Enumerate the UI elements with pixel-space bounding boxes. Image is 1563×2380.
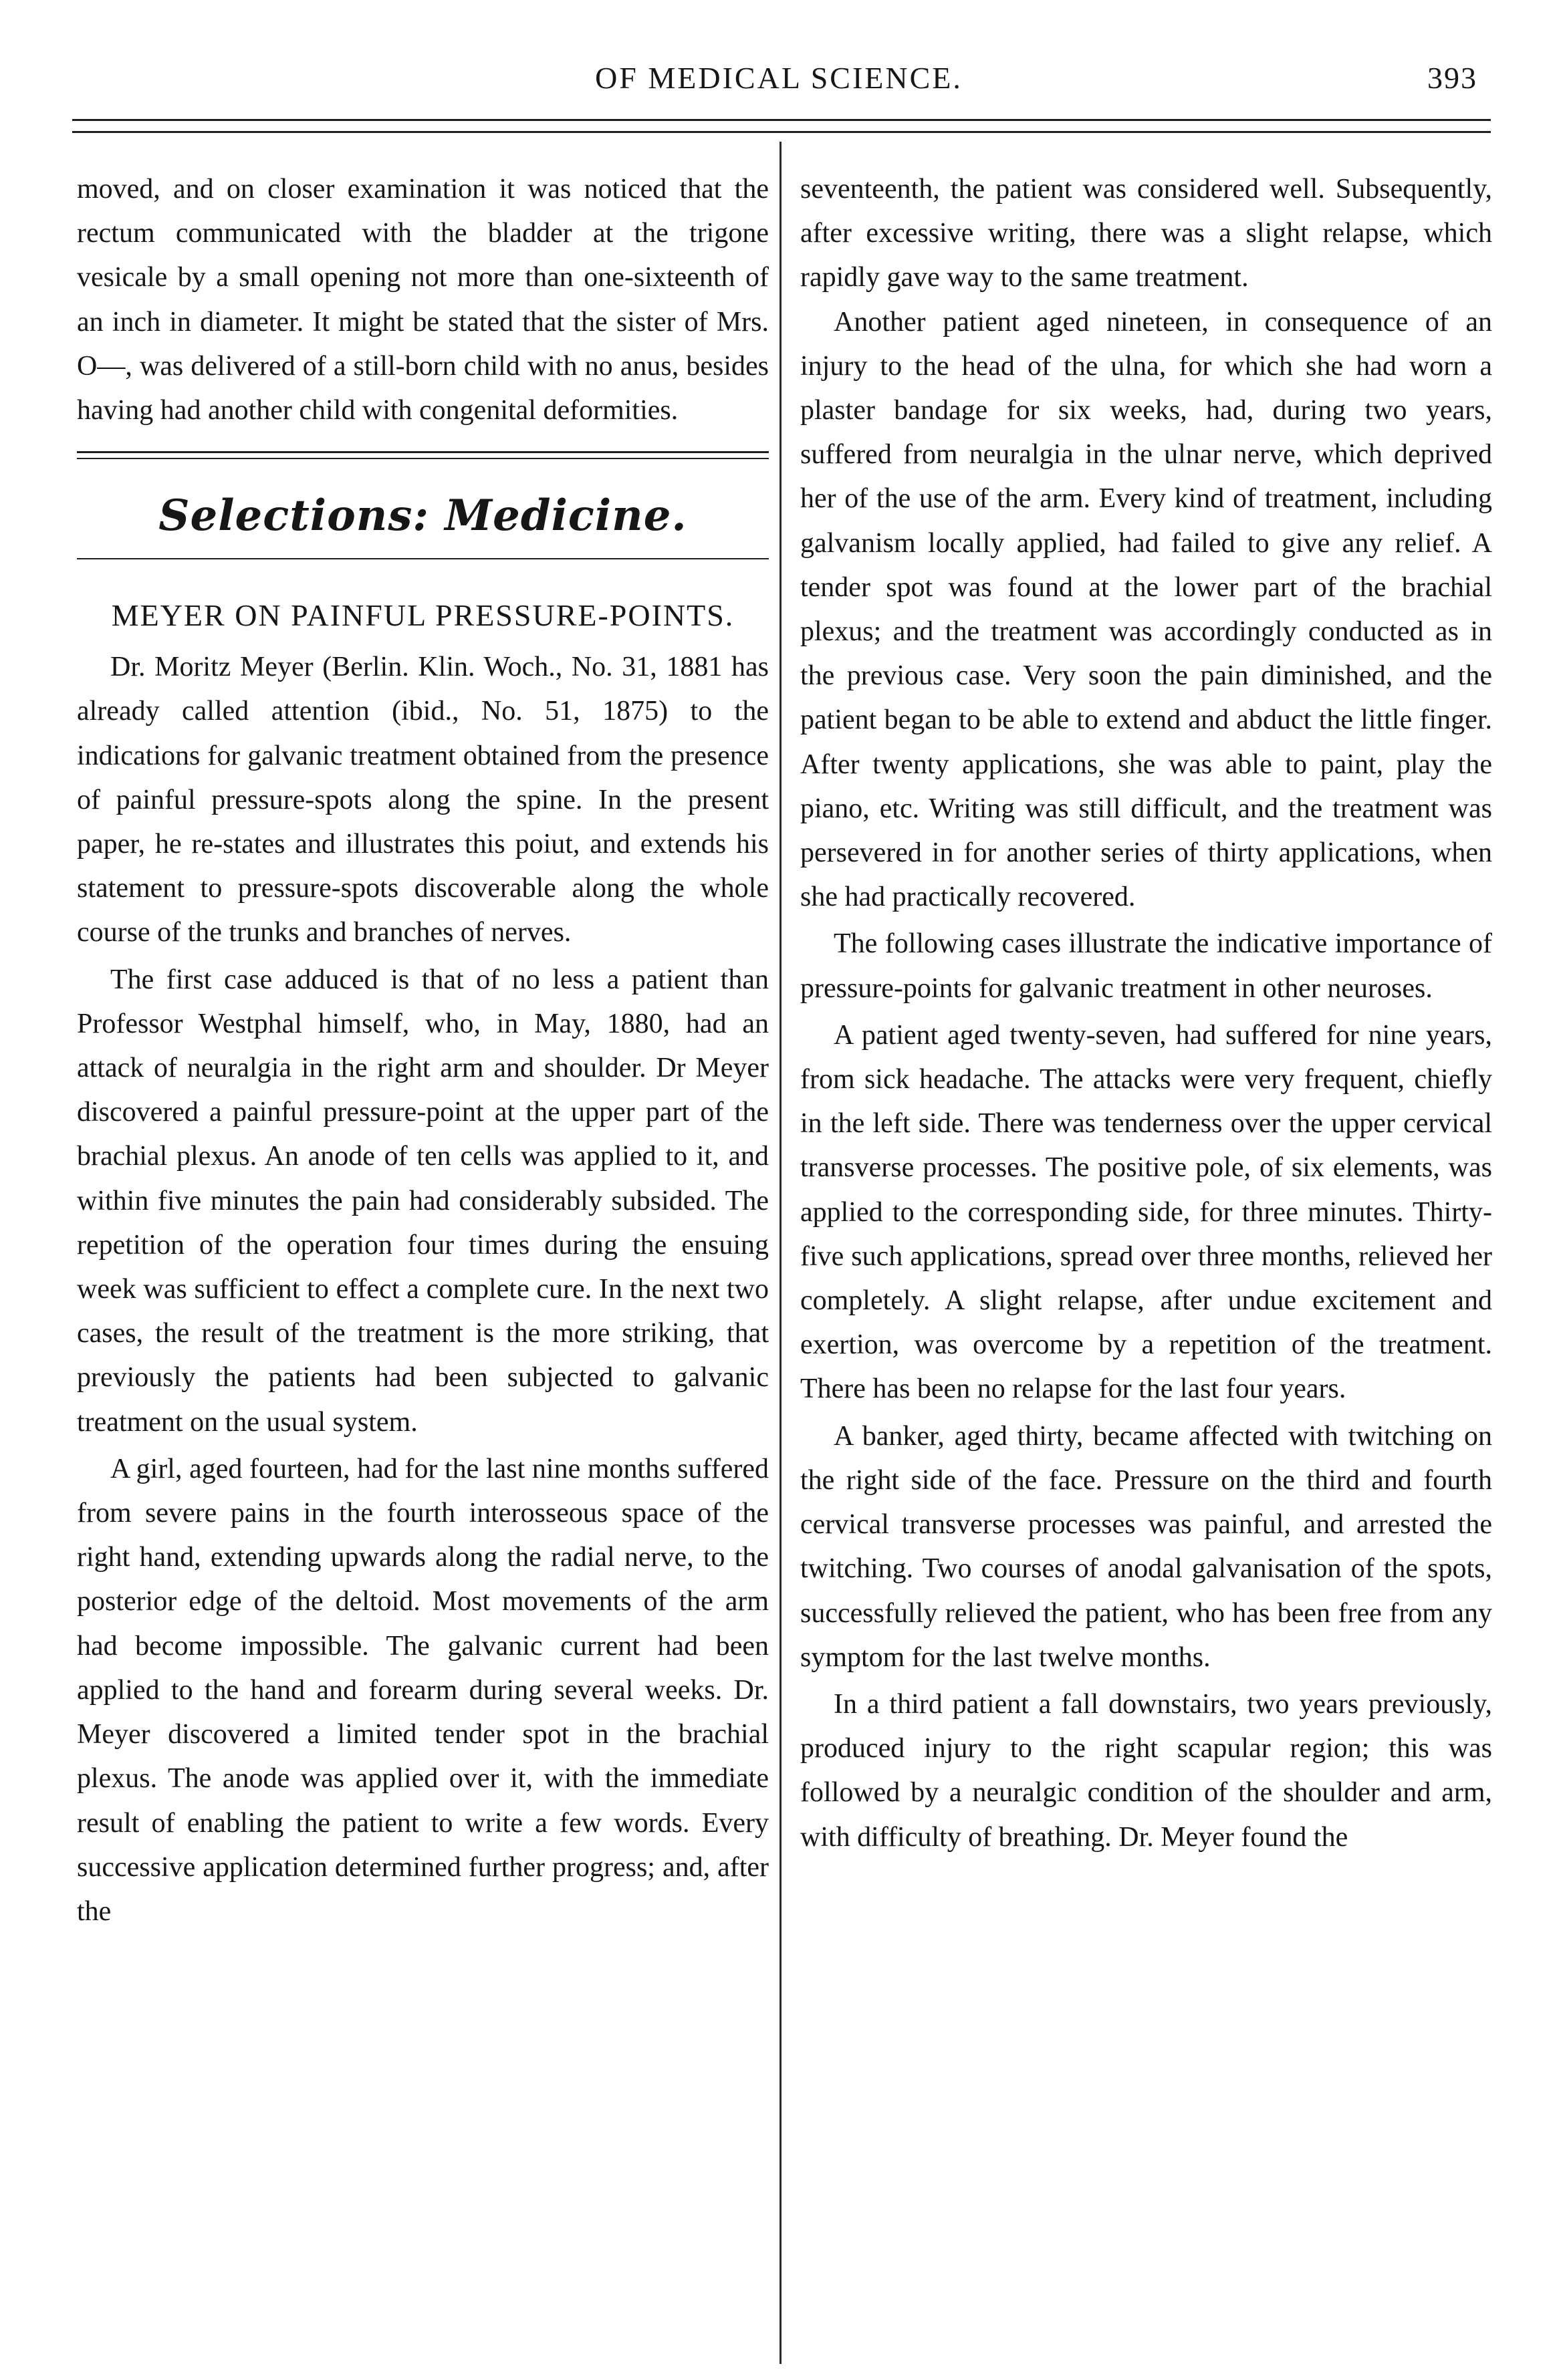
paragraph: A girl, aged fourteen, had for the last nine months suffered from severe pains in the fourth interosseous space of the right hand, extending upwards along the radial nerve, to the posterior edge of the deltoid. Most movements of the arm had become impossible. The galvanic current had been applied to the hand and forearm during several weeks. Dr. Meyer discovered a limited tender spot in the brachial plexus. The anode was applied over it, with the immediate result of enabling the patient to write a few words. Every successive application determined further progress; and, after the (77, 1453, 769, 1927)
section-rule (77, 558, 769, 559)
left-column (77, 167, 769, 1934)
page-number: 393 (1427, 61, 1477, 95)
running-title: OF MEDICAL SCIENCE. (595, 61, 963, 95)
page-header (74, 52, 1484, 112)
column-divider (779, 142, 782, 2364)
paragraph: A banker, aged thirty, became affected with twitching on the right side of the face. Pressure on the third and fourth cervical transverse processes was painful, and arrested the twitching. Two courses of anodal galvanisation of the spots, successfully relieved the patient, who has been free from any symptom for the last twelve months. (800, 1420, 1492, 1673)
article-title: MEYER ON PAINFUL PRESSURE-POINTS. (111, 598, 735, 633)
header-rule-top (72, 119, 1491, 121)
paragraph: Another patient aged nineteen, in consequence of an injury to the head of the ulna, for which she had worn a plaster bandage for six weeks, had, during two years, suffered from neuralgia in the ulnar nerve, which deprived her of the use of the arm. Every kind of treatment, including galvanism locally applied, had failed to give any relief. A tender spot was found at the lower part of the brachial plexus; and the treatment was accordingly conducted as in the previous case. Very soon the pain diminished, and the patient began to be able to extend and abduct the little finger. After twenty applications, she was able to paint, play the piano, etc. Writing was still difficult, and the treatment was persevered in for another series of thirty applications, when she had practically recovered. (800, 306, 1492, 913)
section-heading: Selections: Medicine. (158, 491, 687, 541)
paragraph: seventeenth, the patient was considered well. Subsequently, after excessive writing, there was a slight relapse, which rapidly gave way to the same treatment. (800, 174, 1492, 293)
paragraph: A patient aged twenty-seven, had suffered for nine years, from sick headache. The attacks were very frequent, chiefly in the left side. There was tenderness over the upper cervical transverse processes. The positive pole, of six elements, was applied to the corresponding side, for three minutes. Thirty-five such applications, spread over three months, relieved her completely. A slight relapse, after undue excitement and exertion, was overcome by a repetition of the treatment. There has been no relapse for the last four years. (800, 1019, 1492, 1405)
paragraph: In a third patient a fall downstairs, two years previously, produced injury to the right scapular region; this was followed by a neuralgic condition of the shoulder and arm, with difficulty of breathing. Dr. Meyer found the (800, 1688, 1492, 1853)
section-double-rule (77, 451, 769, 465)
paragraph: moved, and on closer examination it was noticed that the rectum communicated with the bladder at the trigone vesicale by a small opening not more than one-sixteenth of an inch in diameter. It might be stated that the sister of Mrs. O—, was delivered of a still-born child with no anus, besides having had another child with congenital deformities. (77, 174, 769, 426)
paragraph: The first case adduced is that of no less a patient than Professor Westphal himself, who, in May, 1880, had an attack of neuralgia in the right arm and shoulder. Dr Meyer discovered a painful pressure-point at the upper part of the brachial plexus. An anode of ten cells was applied to it, and within five minutes the pain had considerably subsided. The repetition of the operation four times during the ensuing week was sufficient to effect a complete cure. In the next two cases, the result of the treatment is the more striking, that previously the patients had been subjected to galvanic treatment on the usual system. (77, 964, 769, 1438)
right-column (800, 167, 1492, 1859)
paragraph: The following cases illustrate the indicative importance of pressure-points for galvanic treatment in other neuroses. (800, 928, 1492, 1004)
header-rule-bottom (72, 131, 1491, 133)
paragraph: Dr. Moritz Meyer (Berlin. Klin. Woch., No. 31, 1881 has already called attention (ibid., No. 51, 1875) to the indications for galvanic treatment obtained from the presence of painful pressure-spots along the spine. In the present paper, he re-states and illustrates this poiut, and extends his statement to pressure-spots discoverable along the whole course of the trunks and branches of nerves. (77, 652, 769, 948)
